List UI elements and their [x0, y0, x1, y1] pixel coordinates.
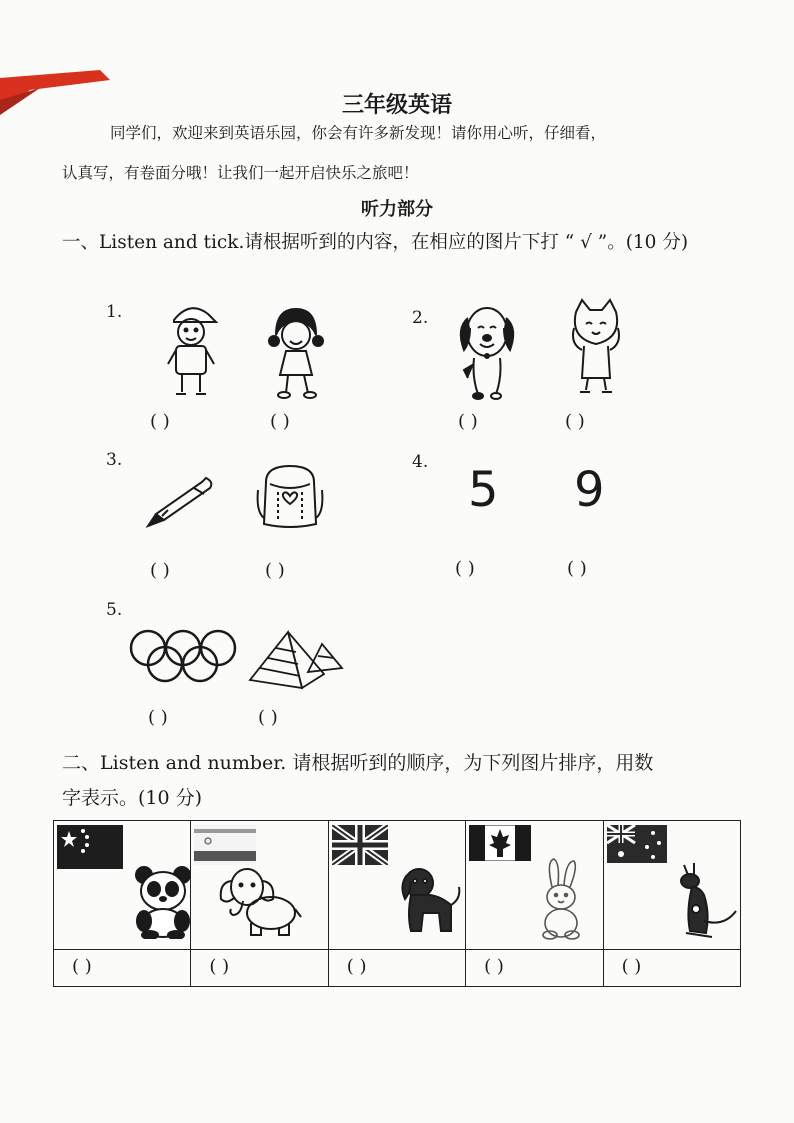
item-4-answer-b[interactable]: ( )	[567, 558, 587, 579]
boy-icon	[160, 298, 222, 400]
item-3-answer-b[interactable]: ( )	[265, 560, 285, 581]
item-3-number: 3.	[106, 450, 123, 470]
thailand-flag-icon	[194, 825, 256, 865]
answer-blank-5[interactable]: ( )	[621, 956, 642, 977]
cell-china-panda	[54, 821, 191, 950]
answer-cell-4[interactable]	[466, 950, 603, 987]
item-3-answer-a[interactable]: ( )	[150, 560, 170, 581]
part1-title: 一、Listen and tick.请根据听到的内容，在相应的图片下打 “ √ ”。(10 分)	[62, 232, 689, 253]
schoolbag-icon	[256, 462, 324, 532]
item-4-number: 4.	[412, 452, 429, 472]
dog-icon	[397, 865, 463, 937]
answer-cell-5[interactable]	[603, 950, 740, 987]
answer-cell-3[interactable]	[328, 950, 465, 987]
listening-section-title: 听力部分	[361, 199, 433, 220]
page-title: 三年级英语	[341, 92, 452, 118]
kangaroo-icon	[676, 861, 738, 941]
cell-uk-dog	[328, 821, 465, 950]
cell-australia-kangaroo	[603, 821, 740, 950]
part2-title-line-1: 二、Listen and number. 请根据听到的顺序，为下列图片排序，用数	[62, 752, 654, 774]
item-1-number: 1.	[106, 302, 123, 322]
item-1-answer-a[interactable]: ( )	[150, 411, 170, 432]
item-2-answer-b[interactable]: ( )	[565, 411, 585, 432]
answer-blank-3[interactable]: ( )	[346, 956, 367, 977]
cell-thailand-elephant	[191, 821, 328, 950]
answer-blank-4[interactable]: ( )	[484, 956, 504, 977]
rabbit-icon	[536, 857, 586, 941]
item-1-answer-b[interactable]: ( )	[270, 411, 290, 432]
girl-icon	[266, 305, 326, 401]
digit-five: 5	[468, 462, 499, 518]
olympic-rings-icon	[128, 628, 238, 684]
answer-cell-2[interactable]	[191, 950, 328, 987]
pyramids-icon	[246, 628, 346, 690]
part2-title-line-2: 字表示。(10 分)	[62, 787, 203, 809]
answer-cell-1[interactable]	[54, 950, 191, 987]
item-5-answer-a[interactable]: ( )	[148, 707, 168, 728]
ordering-table	[53, 820, 741, 987]
uk-flag-icon	[332, 825, 388, 865]
answer-blank-1[interactable]: ( )	[72, 956, 92, 977]
item-4-answer-a[interactable]: ( )	[455, 558, 475, 579]
cat-icon	[566, 298, 626, 396]
cell-canada-rabbit	[466, 821, 603, 950]
item-2-number: 2.	[412, 308, 429, 328]
item-5-number: 5.	[106, 600, 123, 620]
item-5-answer-b[interactable]: ( )	[258, 707, 278, 728]
pen-icon	[144, 474, 216, 530]
digit-nine: 9	[574, 462, 605, 518]
dog-icon	[454, 298, 520, 402]
panda-icon	[134, 865, 192, 939]
answer-blank-2[interactable]: ( )	[209, 956, 230, 977]
intro-line-1: 同学们，欢迎来到英语乐园，你会有许多新发现！请你用心听，仔细看，	[110, 124, 607, 142]
elephant-icon	[217, 865, 303, 937]
item-2-answer-a[interactable]: ( )	[458, 411, 478, 432]
canada-flag-icon	[469, 825, 531, 861]
china-flag-icon	[57, 825, 123, 869]
intro-line-2: 认真写，有卷面分哦！让我们一起开启快乐之旅吧！	[62, 164, 419, 182]
australia-flag-icon	[607, 825, 667, 863]
